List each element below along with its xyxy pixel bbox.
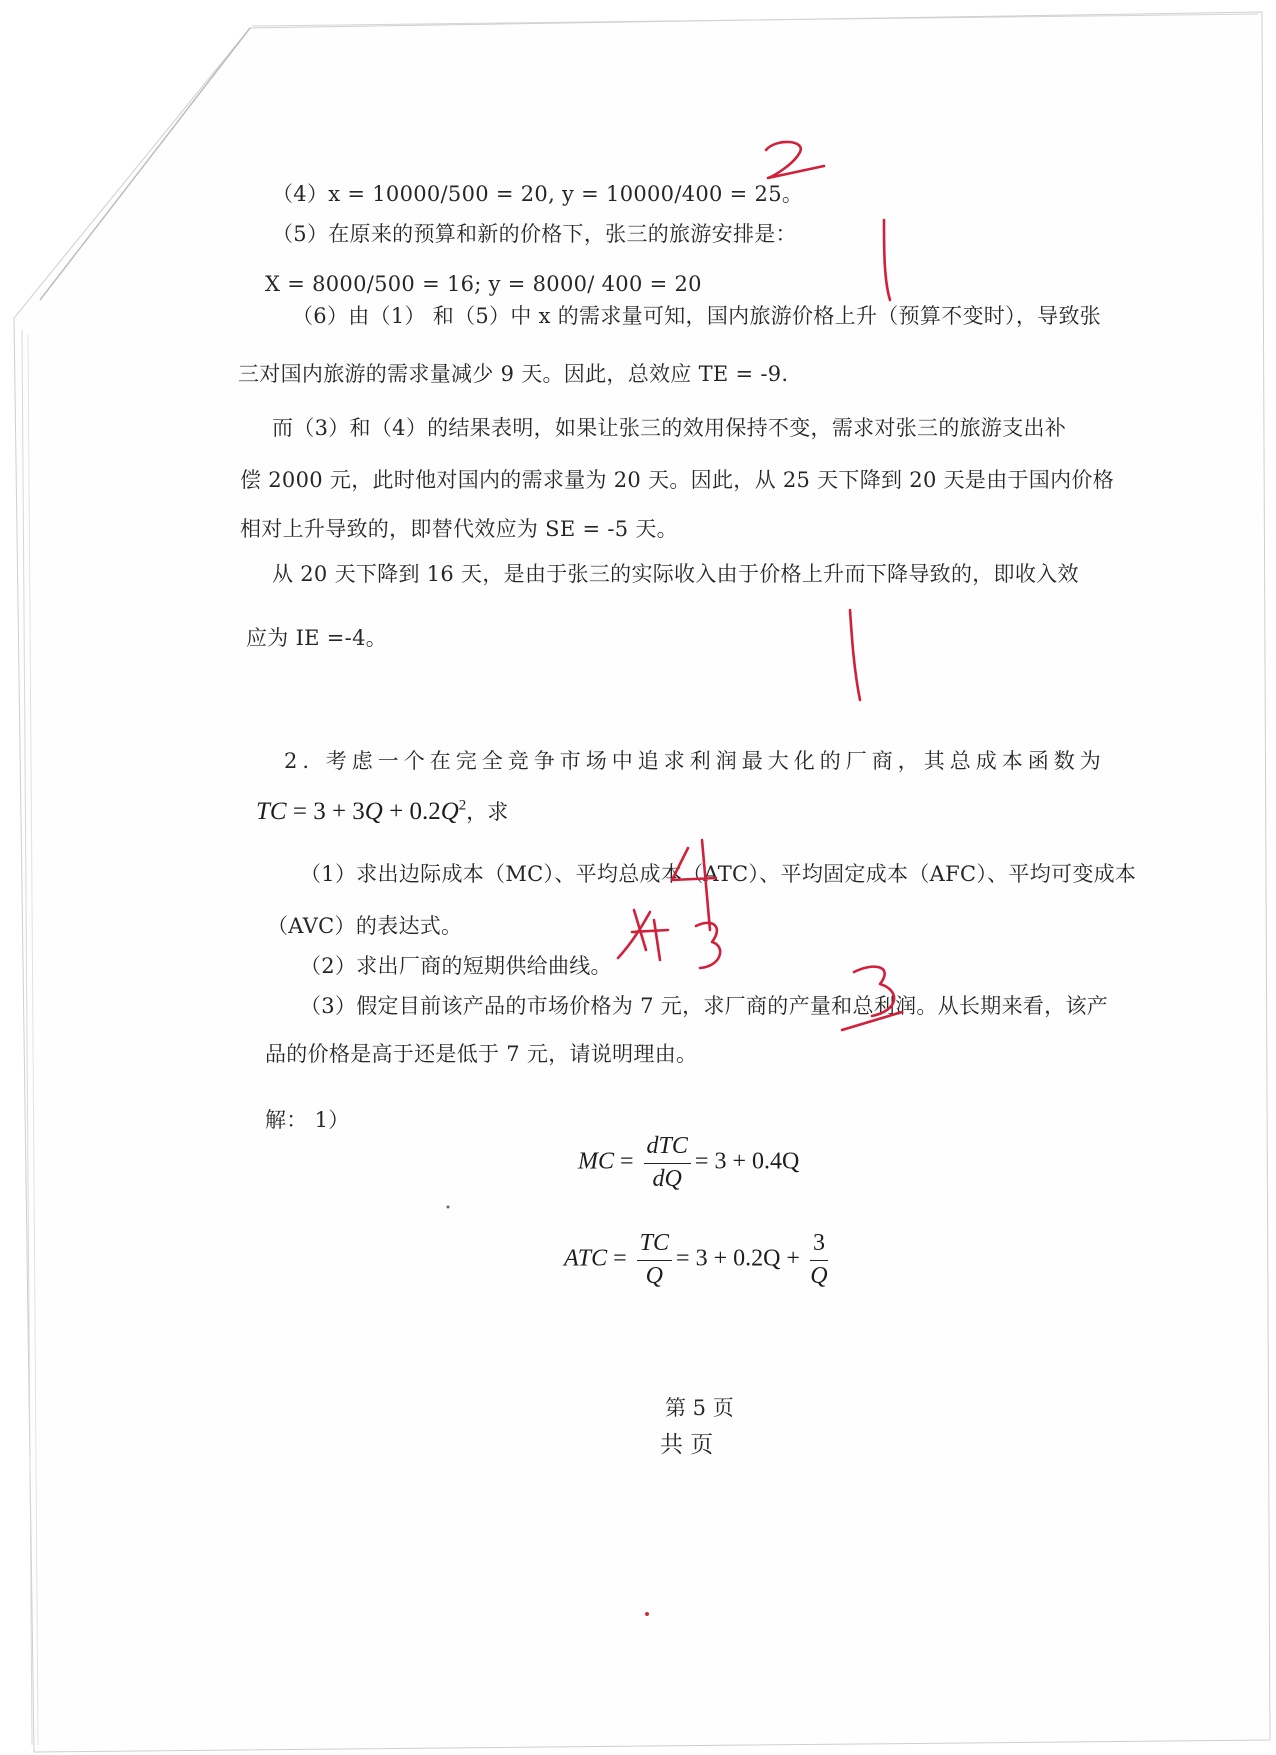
tc-symbol: TC [256, 798, 287, 825]
text-line: X = 8000/500 = 16; y = 8000/ 400 = 20 [265, 272, 702, 296]
mc-denominator: dQ [652, 1165, 682, 1192]
text-line: 应为 IE =-4。 [246, 626, 388, 650]
grader-mark-3 [696, 923, 720, 968]
grader-mark-1 [884, 220, 890, 300]
grader-mark-3 [842, 967, 902, 1030]
mc-rhs: = 3 + 0.4Q [694, 1148, 800, 1175]
tc-q2: Q [440, 798, 459, 825]
text-line: 偿 2000 元，此时他对国内的需求量为 20 天。因此，从 25 天下降到 20 天是由于国内价格 [240, 468, 1115, 492]
text-line: （2）求出厂商的短期供给曲线。 [300, 954, 612, 978]
grader-mark-4 [672, 840, 716, 930]
text-line: （5）在原来的预算和新的价格下，张三的旅游安排是： [272, 222, 797, 246]
tc-q1: Q [364, 798, 383, 825]
tc-tail: ，求 [466, 800, 509, 824]
grader-mark-1 [850, 610, 860, 700]
tc-exponent: 2 [458, 797, 467, 814]
text-line: （AVC）的表达式。 [267, 914, 463, 938]
atc-denominator-2: Q [810, 1262, 828, 1289]
mc-equation: MC = $\frac{\text{dTC}}{dQ}$ = 3 + 0.4Q [578, 1133, 800, 1192]
atc-symbol: ATC [564, 1245, 608, 1272]
grader-mark-2 [766, 142, 824, 178]
text-line: 而（3）和（4）的结果表明，如果让张三的效用保持不变，需求对张三的旅游支出补 [272, 416, 1067, 440]
text-line: （6）由（1） 和（5）中 x 的需求量可知，国内旅游价格上升（预算不变时），导致张 [292, 304, 1102, 328]
question-2-text: 2. 考虑一个在完全竞争市场中追求利润最大化的厂商，其总成本函数为 [284, 749, 1106, 773]
atc-denominator-1: Q [645, 1262, 664, 1289]
tc-rhs-a: = 3 + 3 [286, 798, 365, 825]
text-line: 三对国内旅游的需求量减少 9 天。因此，总效应 TE = -9. [238, 362, 789, 386]
text-line: 从 20 天下降到 16 天，是由于张三的实际收入由于价格上升而下降导致的，即收入效 [272, 562, 1079, 586]
atc-numerator-1: TC [637, 1230, 672, 1261]
page-number: 第 5 页 [665, 1396, 734, 1420]
atc-equation: ATC = $\frac{TC}{Q}$ = 3 + 0.2Q + $\frac{3}{Q}$ [564, 1230, 828, 1289]
grader-mark-3 [618, 910, 668, 960]
mc-symbol: MC [578, 1148, 614, 1175]
text-line: （4）x = 10000/500 = 20, y = 10000/400 = 25。 [272, 182, 804, 206]
solution-label: 解： 1） [265, 1108, 350, 1132]
mc-numerator: dTC [644, 1133, 691, 1164]
tc-rhs-b: + 0.2 [382, 798, 441, 825]
text-line: （1）求出边际成本（MC）、平均总成本（ATC）、平均固定成本（AFC）、平均可变成本 [300, 862, 1137, 886]
page-total: 共 页 [660, 1432, 714, 1458]
text-line: 相对上升导致的，即替代效应为 SE = -5 天。 [240, 517, 678, 541]
text-line: （3）假定目前该产品的市场价格为 7 元，求厂商的产量和总利润。从长期来看，该产 [300, 994, 1109, 1018]
text-line: 品的价格是高于还是低于 7 元，请说明理由。 [265, 1042, 698, 1066]
atc-numerator-2: 3 [810, 1230, 828, 1261]
atc-mid: = 3 + 0.2Q + [676, 1245, 800, 1272]
